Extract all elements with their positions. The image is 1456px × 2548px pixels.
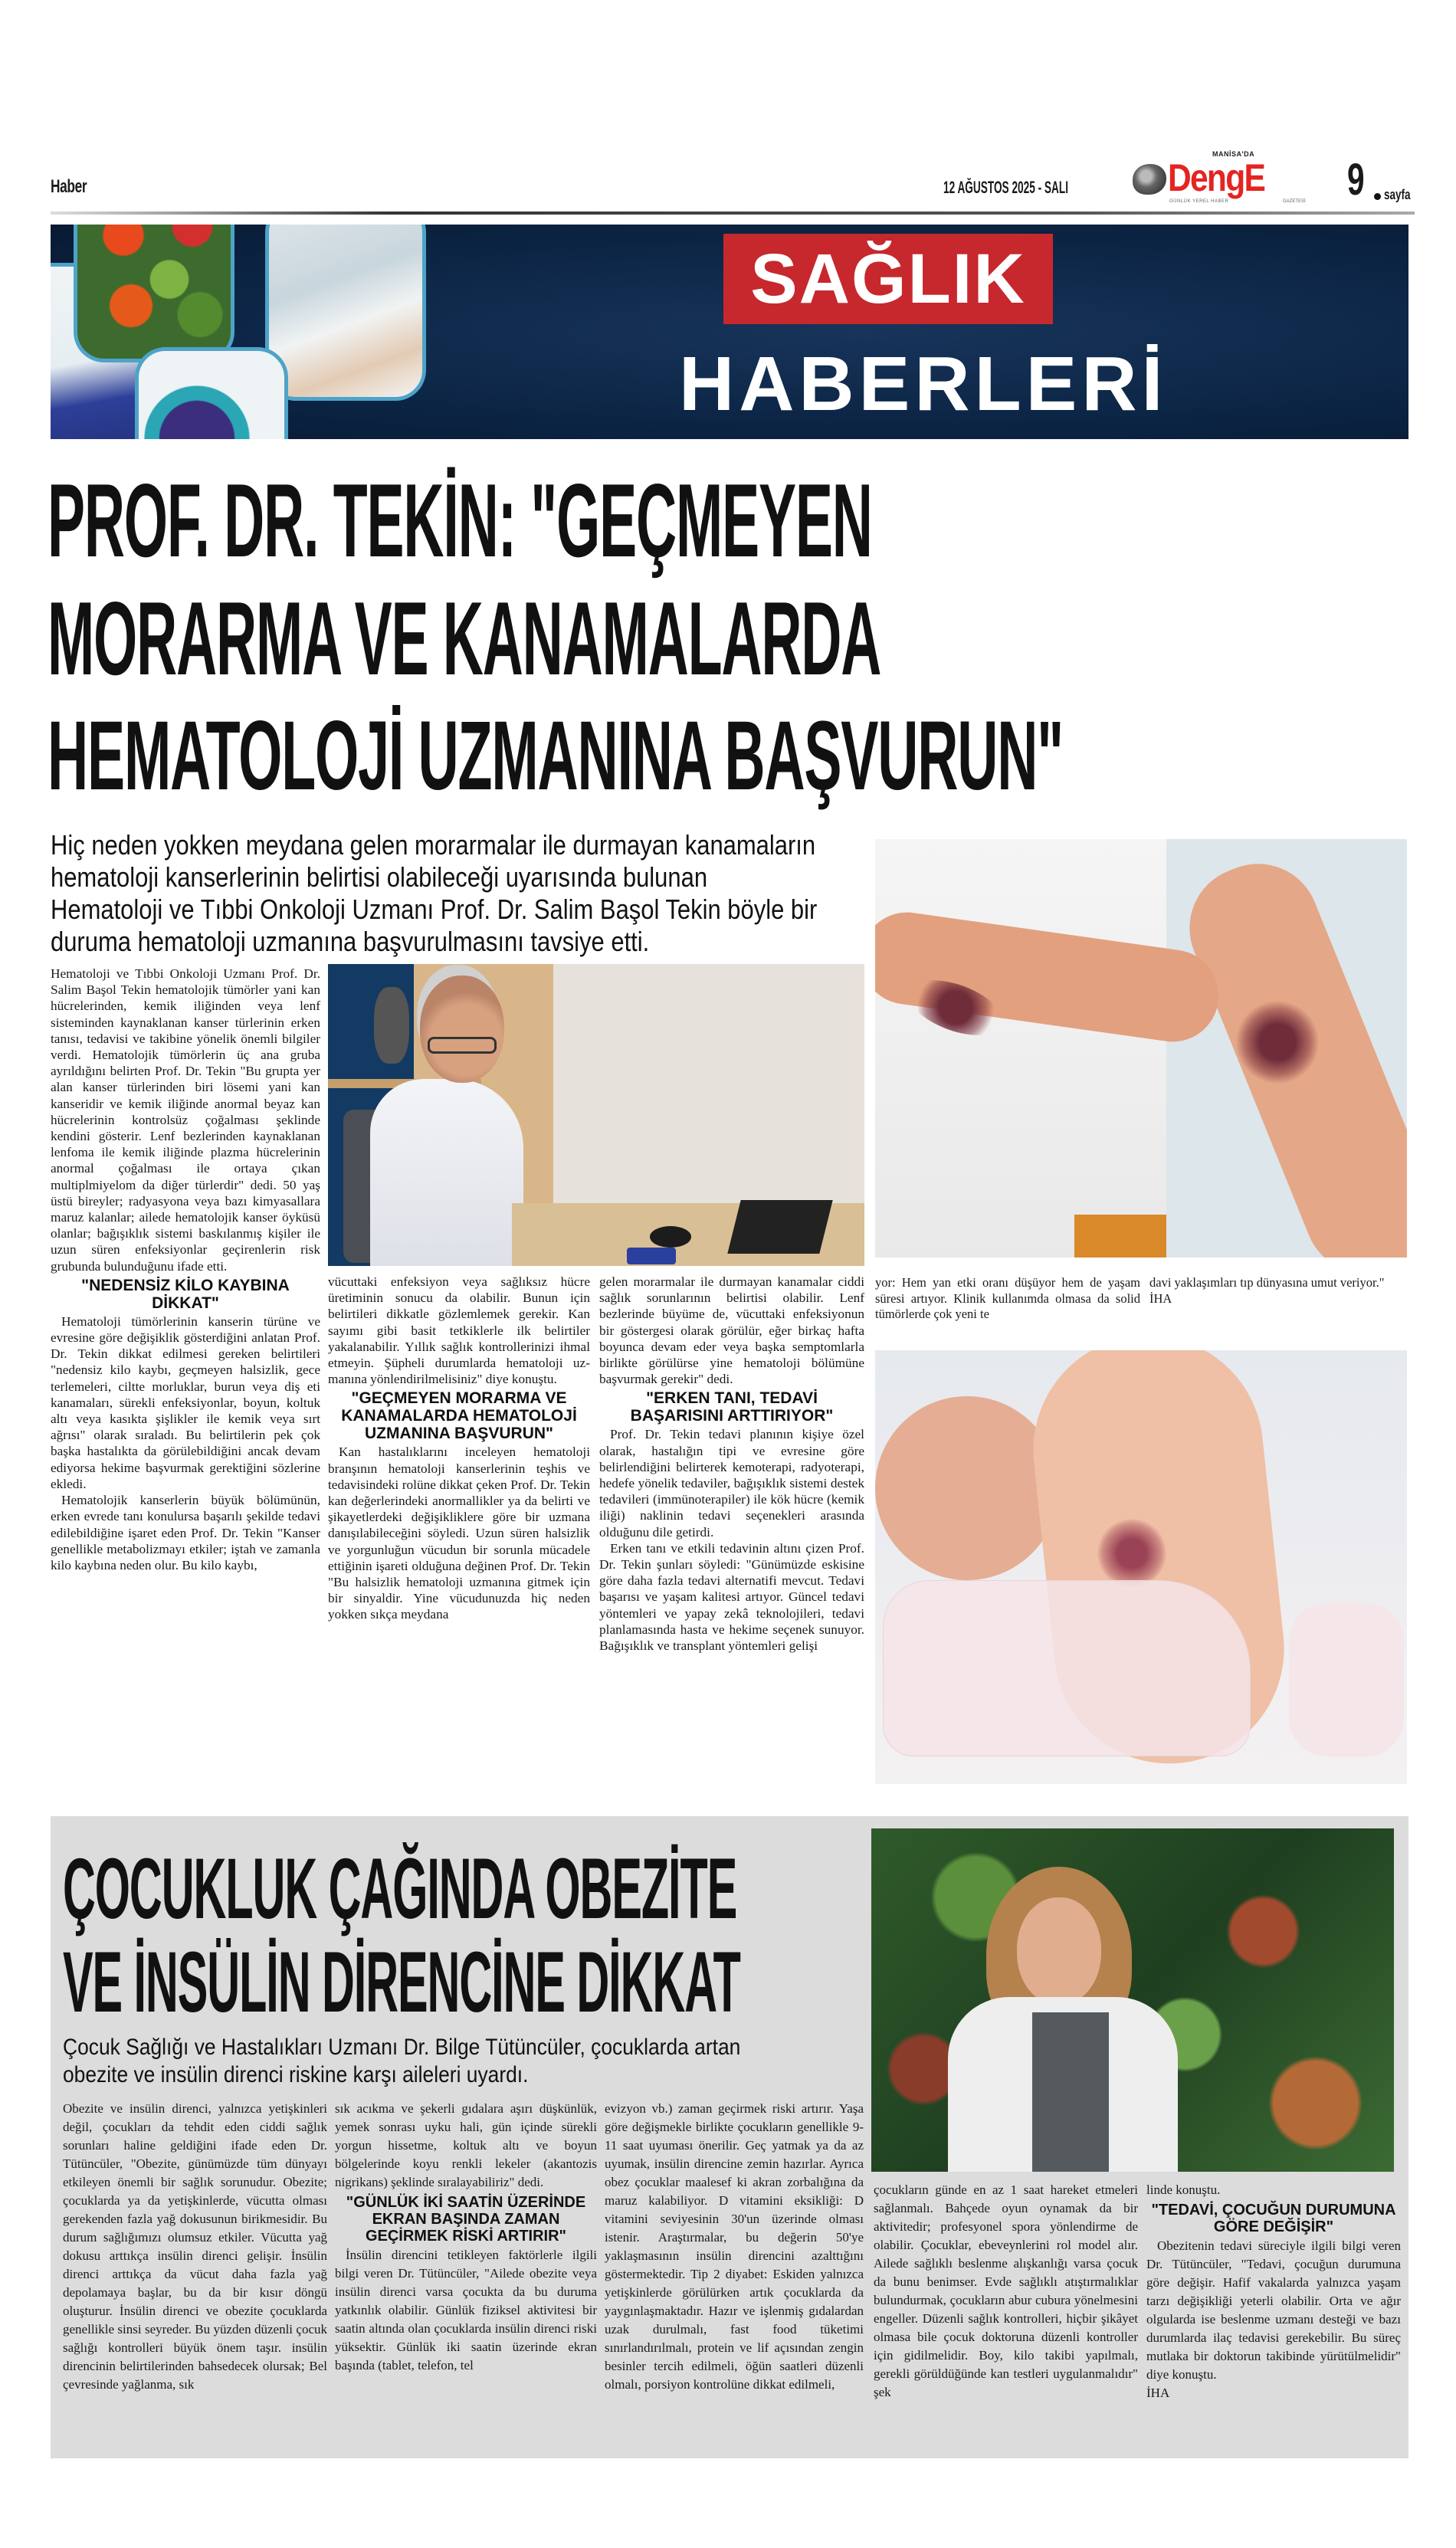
subheading: "NEDENSİZ KİLO KAYBINA DİKKAT" — [81, 1276, 290, 1312]
news-agency-credit: İHA — [1149, 1290, 1172, 1306]
logo-tagline-left: GÜNLÜK YEREL HABER — [1169, 199, 1229, 204]
photo-pants — [1074, 1215, 1166, 1258]
photo-statue — [374, 987, 409, 1064]
header-rule — [51, 212, 1415, 215]
photo-face — [1017, 1897, 1101, 2005]
paragraph: linde konuştu. — [1146, 2182, 1221, 2197]
health-news-banner — [51, 225, 1408, 439]
banner-image-globe — [135, 347, 288, 439]
masthead — [51, 150, 1415, 210]
paragraph: Hematoloji tümörlerinin kanserin türüne ve evresine göre değişiklik gösterdiğini anlatan Prof. Dr. Tekin dikkat edilmesi gereken belirtileri "nedensiz kilo kaybı, geçmeyen halsizlik, gece terlemeleri, ciltte morluklar, burun veya diş eti kanamaları, sürekli enfeksiyonlar, boyun, koltuk altı veya kasıkta şişlikler ile kemik veya sırt ağrısı" olarak sıraladı. Bu belirtilerin pek çok başka hastalıkta da görülebildiğini ancak devam ediyorsa hekime başvurmak gerektiğini sözlerine ekledi. — [51, 1313, 320, 1491]
paragraph: Hematoloji ve Tıbbi Onkoloji Uzmanı Prof. Dr. Salim Başol Tekin hematolojik tümörler yani kan hücrelerinden, kemik iliğinden veya lenf sisteminden kaynaklanan kanser türlerinin erken tanısı, tedavisi ve takibine yönelik önemli bilgiler verdi. Hematolojik tümörlerin üç ana gruba ayrıldığını belirten Prof. Dr. Tekin "Bu grupta yer alan kanser türlerinden biri lösemi yani kan kanseridir ve kemik iliğinde anormal beyaz kan hücrelerinin kontrolsüz çoğalması şeklinde kendini gösterir. Lenf bezlerinden kaynaklanan lenfoma ile kemik iliğinde plazma hücrelerinin anormal çoğalması ile ortaya çıkan multiplmiyelom da diğer türlerdir" dedi. 50 yaş üstü bireyler; radyasyona veya bazı kimyasallara maruz kalanlar; ailede hematolojik kanser öyküsü olanlar; bağışıklık sistemi baskılanmış kişiler ile uzun süren enfeksiyonlar geçirenlerin risk grubunda bulunduğunu ifade etti. — [51, 966, 320, 1274]
paragraph: davi yaklaşımları tıp dünyasına umut veriyor." — [1149, 1275, 1385, 1290]
section-label: Haber — [51, 176, 87, 197]
photo-keyboard — [727, 1200, 832, 1254]
photo-shirt — [875, 839, 1166, 1258]
banner-title-line2: HABERLERİ — [679, 341, 1168, 427]
paragraph: Obezite ve insülin direnci, yalnızca yetişkinleri değil, çocukları da tehdit eden ciddi sağlık sorunları haline geldiğini ifade eden Dr. Tütüncüler, "Obezite, günümüzde tüm dünyayı etkileyen önemli bir sağlık sorunudur. Obezite; çocuklarda ya da yetişkinlerde, vücutta olması gerekenden fazla yağ dokusunun birikmesidir. Bu durum sağlığımızı olumsuz etkiler. Vücutta yağ dokusu arttıkça insülin direnci gelişir. İnsülin direnci arttıkça da vücut daha fazla yağ depolamaya başlar, bu da bir kısır döngü oluşturur. İnsülin direnci ve obezite çocuklarda genellikle sinsi seyreder. Bu yüzden düzenli çocuk sağlığı kontrolleri büyük önem taşır. insülin direncinin belirtilerinden bahsedecek olursak; Bel çevresinde yağlanma, sık — [63, 2101, 327, 2392]
subheading: "ERKEN TANI, TEDAVİ BAŞARISINI ARTTIRIYOR" — [630, 1389, 834, 1425]
article2-lead — [63, 2034, 764, 2092]
lead-line: Çocuk Sağlığı ve Hastalıkları Uzmanı Dr. Bilge Tütüncüler, çocuklarda artan — [63, 2035, 741, 2060]
subheading: "GEÇMEYEN MORARMA VE KANAMALARDA HEMATOLOJİ UZMANINA BAŞVURUN" — [341, 1389, 577, 1443]
photo-prof-tekin — [328, 964, 864, 1266]
banner-image-vegetables — [74, 225, 234, 362]
photo-head — [420, 976, 504, 1083]
article2-column-1 — [63, 2100, 327, 2452]
article1-column-3 — [599, 1274, 864, 1802]
article2-column-4 — [874, 2181, 1138, 2452]
paragraph: Kan hastalıklarını inceleyen hematoloji branşının hematoloji kanserlerinin teşhis ve tedavisindeki rolüne dikkat çeken Prof. Dr. Tekin kan değerlerindeki anormallikler ya da belirti ve şikayetlerdeki değişikliklere göre bir uzmana danışılabileceğini söyledi. Uzun süren halsizlik ve yorgunluğun vücudun bir sorunla mücadele ettiğinin işareti olduğuna değinen Prof. Dr. Tekin "Bu halsizlik hematoloji uzmanına gitmek için bir sinyaldir. Yine vücudunuzda hiç neden yokken sıkça meydana — [328, 1445, 590, 1622]
lead-line: Hematoloji ve Tıbbi Onkoloji Uzmanı Prof. Dr. Salim Başol Tekin böyle bir — [51, 894, 818, 925]
paragraph: vücuttaki enfeksiyon veya sağlıksız hücre üretiminin sonucu da olabilir. Bunun için belirtileri dikkatle gözlemlemek gerekir. Kan sayımı gibi basit tetkiklerle ilk belirtiler yakalanabilir. Yıllık sağlık kontrollerinizi ihmal etmeyin. Şüpheli durumlarda hematoloji uzmanına yönlendirilmelisiniz" diye konuştu. — [328, 1274, 590, 1387]
article2-column-2 — [335, 2100, 597, 2452]
headline-line: PROF. DR. TEKİN: "GEÇMEYEN — [48, 462, 872, 579]
headline-line: HEMATOLOJİ UZMANINA BAŞVURUN" — [48, 701, 1063, 811]
bullet-dot-icon — [1374, 193, 1381, 200]
page-label: sayfa — [1384, 187, 1411, 202]
article1-column-1 — [51, 966, 320, 1802]
headline-line: ÇOCUKLUK ÇAĞINDA OBEZİTE — [63, 1842, 737, 1936]
brain-logo-icon — [1133, 164, 1166, 195]
paragraph: İnsülin direncini tetikleyen faktörlerle ilgili bilgi veren Dr. Tütüncüler, "Ailede obezite veya insülin direnci varsa çocukta da bu duruma yatkınlık olabilir. Günlük fiziksel aktivitesi bir saatin altında olan çocuklarda insülin direnci riski yüksektir. Günlük iki saatin üzerinde ekran başında (tablet, telefon, tel — [335, 2248, 597, 2373]
photo-glasses — [428, 1037, 497, 1054]
photo-bruised-arm — [875, 839, 1407, 1258]
subheading: "GÜNLÜK İKİ SAATİN ÜZERİNDE EKRAN BAŞINDA ZAMAN GEÇİRMEK RİSKİ ARTIRIR" — [346, 2194, 586, 2245]
photo-glove — [883, 1580, 1251, 1756]
photo-bruise — [1097, 1519, 1166, 1588]
paragraph: Prof. Dr. Tekin tedavi planının kişiye özel olarak, hastalığın tipi ve evresine göre belirlendiğini belirterek kemoterapi, radyoterapi, hedefe yönelik tedaviler, bağışıklık sistemi destek tedavileri (immünoterapiler) ile kök hücre (kemik iliği) naklinin tedavi seçenekleri arasında olduğunu dile getirdi. — [599, 1427, 864, 1540]
banner-image-lab — [265, 225, 426, 401]
paragraph: evizyon vb.) zaman geçirmek riski artırır. Yaşa göre değişmekle birlikte çocukların genellikle 9-11 saat uyuması önerilir. Geç yatmak ya da az uyumak, insülin direncine zemin hazırlar. Ayrıca obez çocuklar maalesef ki akran zorbalığına da maruz kalabiliyor. D vitamini eksikliği: D vitamini seviyesinin 30'un üzerinde olması istenir. Araştırmalar, bu değerin 50'ye yaklaşmasının insülin direncini azalttığını göstermektedir. Tip 2 diyabet: Eskiden yalnızca yetişkinlerde görülürken artık çocuklarda da yaygınlaşmaktadır. Hazır ve işlenmiş gıdalardan uzak durulmalı, fast food tüketimi sınırlandırılmalı, protein ve lif açısından zengin besinler tercih edilmeli, öğün saatleri düzenli olmalı, porsiyon kontrolüne dikkat edilmeli, — [605, 2101, 864, 2392]
logo-kicker: MANİSA'DA — [1212, 150, 1255, 158]
paragraph: Obezitenin tedavi süreciyle ilgili bilgi veren Dr. Tütüncüler, "Tedavi, çocuğun durumuna göre değişir. Hafif vakalarda yalnızca yaşam tarzı değişikliği yeterli olabilir. Orta ve ağır olgularda ise beslenme uzmanı desteği ve bazı durumlarda ilaç tedavisi gerekebilir. Bu süreç mutlaka bir doktorun takibinde yürütülmelidir" diye konuştu. — [1146, 2238, 1401, 2382]
photo-leg — [875, 1396, 1059, 1580]
paragraph: Hematolojik kanserlerin büyük bölümünün, erken evrede tanı konulursa başarılı şekilde tedavi edilebildiğine işaret eden Prof. Dr. Tekin "Kanser genellikle metabolizmayı etkiler; iştah ve zamanla kilo kaybına neden olur. Bu kilo kaybı, — [51, 1493, 320, 1572]
logo-tagline-right: GAZETESİ — [1283, 199, 1306, 204]
article1-lead — [51, 829, 818, 961]
paragraph: sık acıkma ve şekerli gıdalara aşırı düşkünlük, yemek sonrası uyku hali, gün içinde sürekli yorgun hissetme, koltuk altı ve boyun bölgelerinde koyu renkli lekeler (akantozis nigrikans) şeklinde sıralayabiliriz" dedi. — [335, 2101, 597, 2189]
photo-shirt — [1032, 2012, 1109, 2172]
banner-title-line1: SAĞLIK — [723, 234, 1053, 324]
article2-headline — [63, 1842, 860, 2029]
photo-white-coat — [370, 1079, 523, 1266]
news-agency-credit: İHA — [1146, 2386, 1170, 2400]
article1-column-4 — [875, 1275, 1140, 1341]
article1-column-5 — [1149, 1275, 1408, 1341]
lead-line: Hiç neden yokken meydana gelen morarmalar ile durmayan kanamaların — [51, 829, 816, 861]
article1-headline — [48, 461, 1412, 821]
photo-glove — [1289, 1603, 1404, 1756]
lead-line: hematoloji kanserlerinin belirtisi olabileceği uyarısında bulunan — [51, 861, 708, 893]
paragraph: Erken tanı ve etkili tedavinin altını çizen Prof. Dr. Tekin şunları söyledi: "Günümüzde eskisine göre daha fazla tedavi alternatifi mevcut. Tedavi başarısı ve yaşam kalitesi artıyor. Güncel tedavi yöntemleri ve yapay zekâ teknolojileri, tedavi planlamasında hasta ve hekime seçenek sunuyor. Bağışıklık ve transplant yöntemleri gelişi — [599, 1540, 864, 1654]
photo-dr-tutunculer — [871, 1828, 1394, 2172]
issue-date: 12 AĞUSTOS 2025 - SALI — [943, 178, 1068, 197]
article1-column-2 — [328, 1274, 590, 1802]
page-number: 9 — [1347, 155, 1365, 205]
article2-column-3 — [605, 2100, 864, 2452]
lead-line: obezite ve insülin direnci riskine karşı aileleri uyardı. — [63, 2062, 529, 2087]
photo-mouse — [650, 1226, 691, 1248]
photo-bruised-knee — [875, 1350, 1407, 1784]
headline-line: VE İNSÜLİN DİRENCİNE DİKKAT — [63, 1934, 740, 2029]
paragraph: çocukların günde en az 1 saat hareket etmeleri sağlanmalı. Bahçede oyun oynamak da bir aktivitedir; profesyonel spora yönlendirme de olabilir. Çocuklar, ebeveynlerini rol model alır. Ailede sağlıklı beslenme alışkanlığı varsa çocuk da bunu benimser. Evde sağlıklı atıştırmalıklar bulundurmak, çocukların abur cubura yönelmesini engeller. Düzenli sağlık kontrolleri, hiçbir şikâyet olmasa bile çocuk doktoruna düzenli kontroller için gidilmelidir. Boy, kilo takibi yapılmalı, gerekli görüldüğünde kan testleri uygulanmalıdır" şek — [874, 2182, 1138, 2399]
photo-bruise — [1235, 1000, 1320, 1084]
paragraph: gelen morarmalar ile durmayan kanamalar ciddi sağlık sorunlarının belirtisi olabilir. Lenf bezlerinde büyüme de, vücuttaki enfeksiyonun bir göstergesi olarak görülür, eğer birkaç hafta boyunca devam eder veya başka semptomlarla birlikte görülürse yine hematoloji bölümüne başvurmak gerekir" dedi. — [599, 1274, 864, 1387]
article2-column-5 — [1146, 2181, 1401, 2452]
photo-phone — [627, 1248, 676, 1264]
headline-line: MORARMA VE KANAMALARDA — [48, 580, 881, 697]
lead-line: duruma hematoloji uzmanına başvurulmasını tavsiye etti. — [51, 926, 650, 957]
paragraph: yor: Hem yan etki oranı düşüyor hem de yaşam süresi artıyor. Klinik kullanımda olmasa da solid tümörlerde çok yeni te — [875, 1275, 1140, 1321]
newspaper-logo[interactable] — [1133, 150, 1317, 210]
subheading: "TEDAVİ, ÇOCUĞUN DURUMUNA GÖRE DEĞİŞİR" — [1151, 2202, 1396, 2235]
logo-wordmark: DengE — [1168, 156, 1265, 199]
